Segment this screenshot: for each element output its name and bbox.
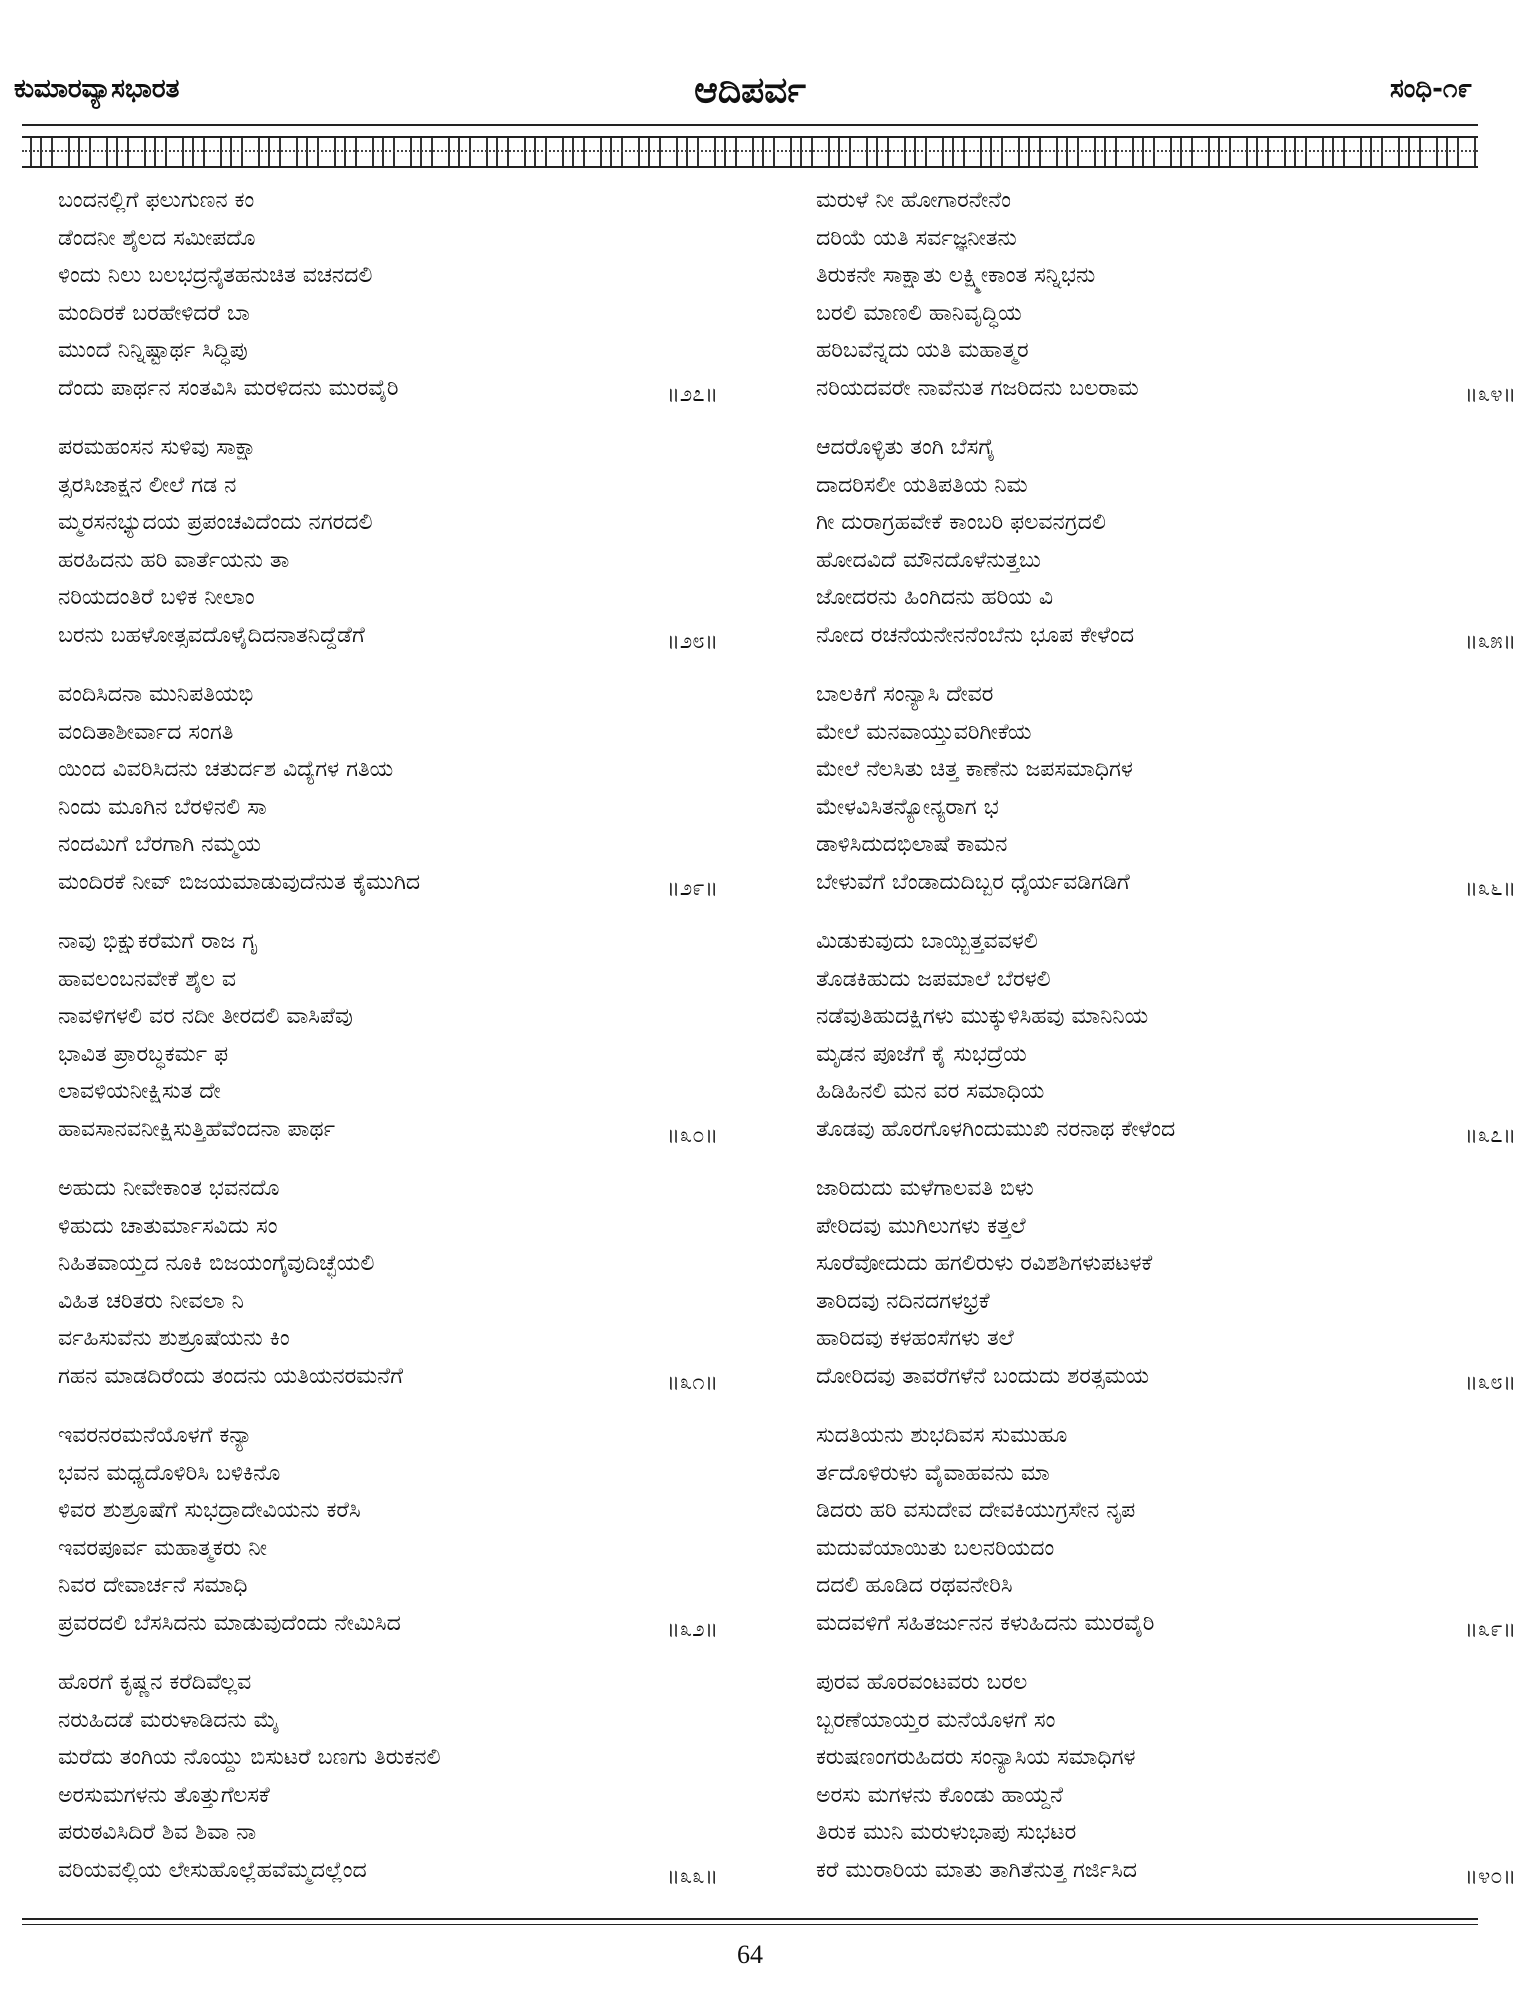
- verse-line: ಲಾವಳಿಯನೀಕ್ಷಿಸುತ ದೇ: [58, 1079, 221, 1104]
- stanza-number: ॥೨೮॥: [666, 628, 718, 654]
- stanza: [816, 1170, 1516, 1417]
- verse-line: ನಂದಮಿಗೆ ಬೆರಗಾಗಿ ನಮ್ಮಯ: [58, 832, 261, 857]
- verse-line: ಬಂದನಲ್ಲಿಗೆ ಫಲುಗುಣನ ಕಂ: [58, 188, 255, 213]
- verse-line: ಮೇಲೆ ಮನವಾಯ್ತುವರಿಗೀಕೆಯ: [816, 719, 1032, 745]
- stanza-number: ॥೨೭॥: [666, 381, 718, 407]
- verse-line: ಡೆಂದನೀ ಶೈಲದ ಸಮೀಪದೊ: [58, 225, 256, 251]
- verse-line: ತೊಡಕಿಹುದು ಜಪಮಾಲೆ ಬೆರಳಲಿ: [816, 966, 1051, 992]
- stanza-number: ॥೩೦॥: [666, 1122, 718, 1148]
- verse-line: ಜಾರಿದುದು ಮಳೆಗಾಲವತಿ ಬಿಳು: [816, 1176, 1034, 1201]
- verse-line: ಮರುಳೆ ನೀ ಹೋಗಾರನೇನೆಂ: [816, 188, 1012, 213]
- verse-line: ಹೊರಗೆ ಕೃಷ್ಣನ ಕರೆದಿವೆಲ್ಲವ: [58, 1670, 252, 1695]
- verse-line: ದರಿಯೆ ಯತಿ ಸರ್ವಜ್ಞನೀತನು: [816, 225, 1017, 251]
- verse-line: ವಂದಿತಾಶೀರ್ವಾದ ಸಂಗತಿ: [58, 719, 234, 745]
- verse-line: ಳಿಂದು ನಿಲು ಬಲಭದ್ರನೈತಹನುಚಿತ ವಚನದಲಿ: [58, 263, 373, 288]
- verse-line: ಹೋದವಿದೆ ಮೌನದೊಳೆನುತ್ತಬು: [816, 547, 1041, 573]
- stanza-number: ॥೩೭॥: [1464, 1122, 1516, 1148]
- verse-line: ಬಾಲಕಿಗೆ ಸಂನ್ಯಾಸಿ ದೇವರ: [816, 682, 994, 707]
- verse-line: ಮೇಳವಿಸಿತನ್ಯೋನ್ಯರಾಗ ಭ: [816, 794, 999, 820]
- verse-line: ವಂದಿಸಿದನಾ ಮುನಿಪತಿಯಭಿ: [58, 682, 254, 707]
- verse-line: ಬರಲಿ ಮಾಣಲಿ ಹಾನಿವೃದ್ಧಿಯ: [816, 300, 1022, 326]
- verse-line: ಆದರೊಳ್ಳಿತು ತಂಗಿ ಬೆಸಗೈ: [816, 435, 995, 460]
- verse-line: ಹರಹಿದನು ಹರಿ ವಾರ್ತೆಯನು ತಾ: [58, 547, 290, 573]
- page-number: 64: [737, 1940, 763, 1969]
- stanza-number: ॥೩೯॥: [1464, 1616, 1516, 1642]
- stanza-number: ॥೩೨॥: [666, 1616, 718, 1642]
- verse-line: ನಡೆವುತಿಹುದಕ್ಷಿಗಳು ಮುಕ್ಕುಳಿಸಿಹವು ಮಾನಿನಿಯ: [816, 1004, 1149, 1029]
- verse-line: ಇವರನರಮನೆಯೊಳಗೆ ಕನ್ಯಾ: [58, 1423, 253, 1448]
- verse-line: ಮೃಡನ ಪೂಜೆಗೆ ಕೈ ಸುಭದ್ರೆಯ: [816, 1041, 1027, 1067]
- verse-line: ಕರೆ ಮುರಾರಿಯ ಮಾತು ತಾಗಿತೆನುತ್ತ ಗರ್ಜಿಸಿದ: [816, 1857, 1137, 1883]
- verse-line: ಸೂರೆವೋದುದು ಹಗಲಿರುಳು ರವಿಶಶಿಗಳುಪಟಳಕೆ: [816, 1251, 1153, 1276]
- verse-line: ನಿಂದು ಮೂಗಿನ ಬೆರಳಿನಲಿ ಸಾ: [58, 794, 267, 820]
- stanza-number: ॥೨೯॥: [666, 875, 718, 901]
- verse-line: ಬರನು ಬಹಳೋತ್ಸವದೊಳೈದಿದನಾತನಿದ್ದೆಡೆಗೆ: [58, 622, 365, 648]
- verse-line: ಬ್ಬರಣೆಯಾಯ್ತರ ಮನೆಯೊಳಗೆ ಸಂ: [816, 1707, 1056, 1733]
- verse-line: ದೆಂದು ಪಾರ್ಥನ ಸಂತವಿಸಿ ಮರಳಿದನು ಮುರವೈರಿ: [58, 375, 399, 401]
- verse-line: ಭವನ ಮಧ್ಯದೊಳಿರಿಸಿ ಬಳಿಕಿನೊ: [58, 1460, 281, 1486]
- verse-line: ಡಾಳಿಸಿದುದಭಿಲಾಷೆ ಕಾಮನ: [816, 832, 1008, 857]
- decorative-border: [22, 136, 1478, 168]
- verse-line: ನರಿಯದವರೇ ನಾವೆನುತ ಗಜರಿದನು ಬಲರಾಮ: [816, 375, 1139, 401]
- verse-line: ಗಹನ ಮಾಡದಿರೆಂದು ತಂದನು ಯತಿಯನರಮನೆಗೆ: [58, 1363, 404, 1389]
- verse-line: ತಾರಿದವು ನದಿನದಗಳಭ್ರಕೆ: [816, 1288, 990, 1314]
- text-columns: [58, 182, 1516, 1912]
- verse-line: ಮ್ಮರಸನಭ್ಯುದಯ ಪ್ರಪಂಚವಿದೆಂದು ನಗರದಲಿ: [58, 510, 373, 535]
- footer-rule: [22, 1918, 1478, 1920]
- stanza: [816, 1417, 1516, 1664]
- right-column: [816, 182, 1516, 1911]
- verse-line: ಜೋದರನು ಹಿಂಗಿದನು ಹರಿಯ ವಿ: [816, 585, 1054, 610]
- verse-line: ಮದುವೆಯಾಯಿತು ಬಲನರಿಯದಂ: [816, 1535, 1055, 1561]
- verse-line: ಳಿವರ ಶುಶ್ರೂಷೆಗೆ ಸುಭದ್ರಾದೇವಿಯನು ಕರೆಸಿ: [58, 1498, 361, 1523]
- verse-line: ಯಿಂದ ವಿವರಿಸಿದನು ಚತುರ್ದಶ ವಿದ್ಯೆಗಳ ಗತಿಯ: [58, 757, 394, 782]
- book-title: ಕುಮಾರವ್ಯಾಸಭಾರತ: [14, 74, 180, 104]
- verse-line: ಗೀ ದುರಾಗ್ರಹವೇಕೆ ಕಾಂಬರಿ ಫಲವನಗ್ರದಲಿ: [816, 510, 1106, 535]
- verse-line: ತ್ಸರಸಿಜಾಕ್ಷನ ಲೀಲೆ ಗಡ ನ: [58, 472, 237, 498]
- page-header: [0, 0, 1500, 180]
- verse-line: ಮುಂದೆ ನಿನ್ನಿಷ್ಟಾರ್ಥ ಸಿದ್ಧಿಪು: [58, 338, 248, 363]
- verse-line: ದಾದರಿಸಲೀ ಯತಿಪತಿಯ ನಿಮ: [816, 472, 1028, 498]
- verse-line: ನರುಹಿದಡೆ ಮರುಳಾಡಿದನು ಮೈ: [58, 1707, 280, 1733]
- verse-line: ಪರಮಹಂಸನ ಸುಳಿವು ಸಾಕ್ಷಾ: [58, 435, 257, 460]
- verse-line: ವರಿಯವಲ್ಲಿಯ ಲೇಸುಹೊಲ್ಲೆಹವೆಮ್ಮದಲ್ಲೆಂದ: [58, 1857, 367, 1883]
- verse-line: ಮರೆದು ತಂಗಿಯ ನೊಯ್ದು ಬಿಸುಟರೆ ಬಣಗು ತಿರುಕನಲಿ: [58, 1745, 441, 1770]
- verse-line: ನಾವು ಭಿಕ್ಷುಕರೆಮಗೆ ರಾಜ ಗೃ: [58, 929, 259, 954]
- stanza: [58, 1170, 758, 1417]
- stanza-number: ॥೩೪॥: [1464, 381, 1516, 407]
- verse-line: ಹರಿಬವೆನ್ನದು ಯತಿ ಮಹಾತ್ಮರ: [816, 338, 1029, 363]
- verse-line: ರ್ವಹಿಸುವೆನು ಶುಶ್ರೂಷೆಯನು ಕಿಂ: [58, 1326, 290, 1351]
- verse-line: ಇವರಪೂರ್ವ ಮಹಾತ್ಮಕರು ನೀ: [58, 1535, 267, 1561]
- verse-line: ದೋರಿದವು ತಾವರೆಗಳೆನೆ ಬಂದುದು ಶರತ್ಸಮಯ: [816, 1363, 1150, 1389]
- verse-line: ಪುರವ ಹೊರವಂಟವರು ಬರಲ: [816, 1670, 1028, 1695]
- stanza-number: ॥೩೫॥: [1464, 628, 1516, 654]
- verse-line: ರ್ತದೊಳಿರುಳು ವೈವಾಹವನು ಮಾ: [816, 1460, 1050, 1486]
- parva-title: ಆದಿಪರ್ವ: [694, 70, 806, 111]
- verse-line: ಭಾವಿತ ಪ್ರಾರಬ್ಧಕರ್ಮ ಫ: [58, 1041, 229, 1067]
- verse-line: ನೋದ ರಚನೆಯನೇನನೆಂಬೆನು ಭೂಪ ಕೇಳೆಂದ: [816, 622, 1135, 648]
- stanza-number: ॥೩೮॥: [1464, 1369, 1516, 1395]
- stanza: [58, 1417, 758, 1664]
- verse-line: ತೊಡವು ಹೊರಗೊಳಗಿಂದುಮುಖಿ ನರನಾಥ ಕೇಳೆಂದ: [816, 1116, 1176, 1142]
- footer-rule-thin: [22, 1924, 1478, 1925]
- verse-line: ಹಾವಲಂಬನವೇಕೆ ಶೈಲ ವ: [58, 966, 236, 992]
- verse-line: ಮದವಳಿಗೆ ಸಹಿತರ್ಜುನನ ಕಳುಹಿದನು ಮುರವೈರಿ: [816, 1610, 1155, 1636]
- stanza: [816, 182, 1516, 429]
- stanza: [58, 676, 758, 923]
- verse-line: ತಿರುಕ ಮುನಿ ಮರುಳುಭಾಪು ಸುಭಟರ: [816, 1820, 1077, 1845]
- verse-line: ಅರಸುಮಗಳನು ತೊತ್ತುಗೆಲಸಕೆ: [58, 1782, 270, 1808]
- verse-line: ಹಾರಿದವು ಕಳಹಂಸೆಗಳು ತಲೆ: [816, 1326, 1014, 1351]
- verse-line: ಪ್ರವರದಲಿ ಬೆಸಸಿದನು ಮಾಡುವುದೆಂದು ನೇಮಿಸಿದ: [58, 1610, 401, 1636]
- stanza-number: ॥೩೧॥: [666, 1369, 718, 1395]
- verse-line: ತಿರುಕನೇ ಸಾಕ್ಷಾತು ಲಕ್ಷ್ಮೀಕಾಂತ ಸನ್ನಿಭನು: [816, 263, 1096, 288]
- verse-line: ಮಂದಿರಕೆ ಬರಹೇಳಿದರೆ ಬಾ: [58, 300, 250, 326]
- stanza: [816, 1664, 1516, 1911]
- verse-line: ಹಿಡಿಹಿನಲಿ ಮನ ವರ ಸಮಾಧಿಯ: [816, 1079, 1045, 1104]
- verse-line: ಮಿಡುಕುವುದು ಬಾಯ್ಬಿತ್ತವವಳಲಿ: [816, 929, 1038, 954]
- verse-line: ಳಿಹುದು ಚಾತುರ್ಮಾಸವಿದು ಸಂ: [58, 1213, 278, 1239]
- verse-line: ಹಾವಸಾನವನೀಕ್ಷಿಸುತ್ತಿಹೆವೆಂದನಾ ಪಾರ್ಥ: [58, 1116, 335, 1142]
- verse-line: ದದಲಿ ಹೂಡಿದ ರಥವನೇರಿಸಿ: [816, 1573, 1013, 1598]
- stanza-number: ॥೪೦॥: [1464, 1863, 1516, 1889]
- verse-line: ಸುದತಿಯನು ಶುಭದಿವಸ ಸುಮುಹೂ: [816, 1423, 1068, 1448]
- verse-line: ನಾವಳಿಗಳಲಿ ವರ ನದೀ ತೀರದಲಿ ವಾಸಿಪೆವು: [58, 1004, 353, 1029]
- verse-line: ವಿಹಿತ ಚರಿತರು ನೀವಲಾ ನಿ: [58, 1288, 244, 1314]
- stanza: [58, 182, 758, 429]
- verse-line: ಮಂದಿರಕೆ ನೀವ್ ಬಿಜಯಮಾಡುವುದೆನುತ ಕೈಮುಗಿದ: [58, 869, 421, 895]
- stanza: [58, 1664, 758, 1911]
- left-column: [58, 182, 758, 1911]
- verse-line: ಪರುಠವಿಸಿದಿರೆ ಶಿವ ಶಿವಾ ನಾ: [58, 1820, 257, 1845]
- verse-line: ನಿಹಿತವಾಯ್ತದ ನೂಕಿ ಬಿಜಯಂಗೈವುದಿಚ್ಛೆಯಲಿ: [58, 1251, 375, 1276]
- stanza-number: ॥೩೩॥: [666, 1863, 718, 1889]
- verse-line: ಮೇಲೆ ನೆಲಸಿತು ಚಿತ್ತ ಕಾಣೆನು ಜಪಸಮಾಧಿಗಳ: [816, 757, 1133, 782]
- verse-line: ಅರಸು ಮಗಳನು ಕೊಂಡು ಹಾಯ್ದನೆ: [816, 1782, 1064, 1808]
- verse-line: ಡಿದರು ಹರಿ ವಸುದೇವ ದೇವಕಿಯುಗ್ರಸೇನ ನೃಪ: [816, 1498, 1136, 1523]
- sandhi-label: ಸಂಧಿ-೧೯: [1389, 74, 1472, 104]
- stanza: [816, 676, 1516, 923]
- stanza: [58, 923, 758, 1170]
- verse-line: ನಿವರ ದೇವಾರ್ಚನೆ ಸಮಾಧಿ: [58, 1573, 248, 1598]
- stanza-number: ॥೩೬॥: [1464, 875, 1516, 901]
- stanza: [816, 429, 1516, 676]
- verse-line: ನರಿಯದಂತಿರೆ ಬಳಿಕ ನೀಲಾಂ: [58, 585, 255, 610]
- header-rule: [22, 124, 1478, 126]
- verse-line: ಬೇಳುವೆಗೆ ಬೆಂಡಾದುದಿಬ್ಬರ ಧೈರ್ಯವಡಿಗಡಿಗೆ: [816, 869, 1130, 895]
- verse-line: ಕರುಷಣಂಗರುಹಿದರು ಸಂನ್ಯಾಸಿಯ ಸಮಾಧಿಗಳ: [816, 1745, 1136, 1770]
- verse-line: ಅಹುದು ನೀವೇಕಾಂತ ಭವನದೊ: [58, 1176, 280, 1201]
- stanza: [816, 923, 1516, 1170]
- verse-line: ಪೇರಿದವು ಮುಗಿಲುಗಳು ಕತ್ತಲೆ: [816, 1213, 1026, 1239]
- stanza: [58, 429, 758, 676]
